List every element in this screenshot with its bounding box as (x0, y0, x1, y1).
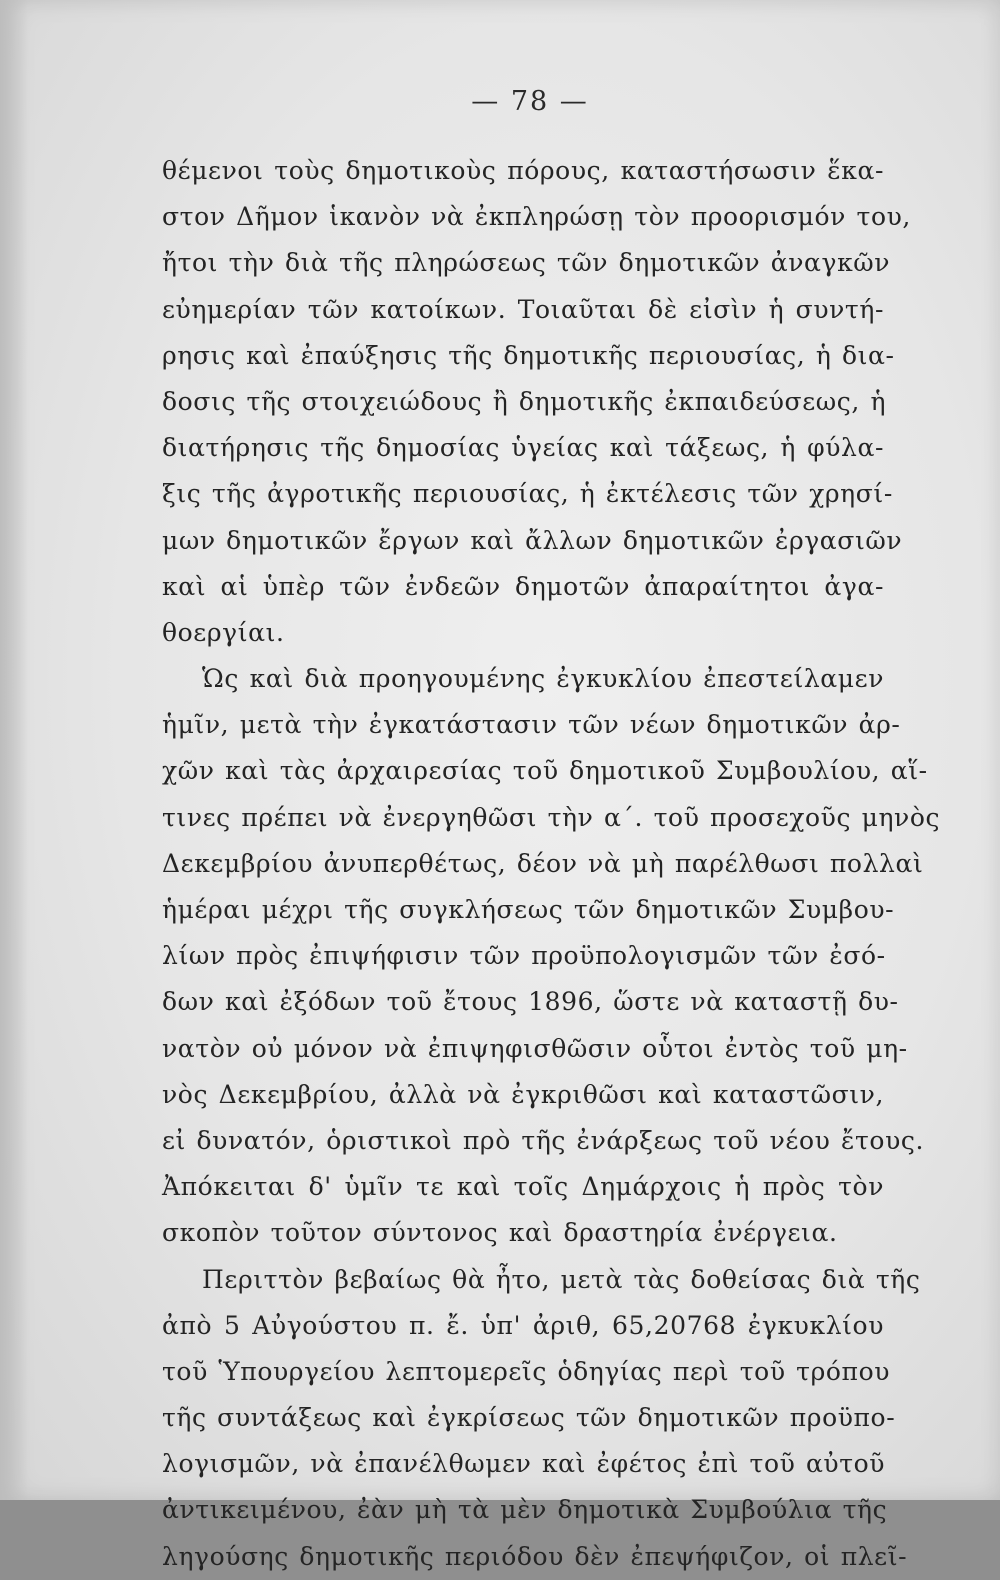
text-line: μων δημοτικῶν ἔργων καὶ ἄλλων δημοτικῶν ἐργασιῶν (162, 525, 903, 555)
text-line: τῆς συντάξεως καὶ ἐγκρίσεως τῶν δημοτικῶν προϋπο- (162, 1403, 896, 1433)
text-line: λογισμῶν, νὰ ἐπανέλθωμεν καὶ ἐφέτος ἐπὶ τοῦ αὐτοῦ (162, 1449, 886, 1479)
text-line: λίων πρὸς ἐπιψήφισιν τῶν προϋπολογισμῶν τῶν ἐσό- (162, 941, 886, 971)
page-gutter-shadow (0, 0, 28, 1500)
text-line: εὐημερίαν τῶν κατοίκων. Τοιαῦται δὲ εἰσὶν ἡ συντή- (162, 294, 884, 324)
text-line: δοσις τῆς στοιχειώδους ἢ δημοτικῆς ἐκπαιδεύσεως, ἡ (162, 386, 887, 416)
text-line: ἡμῖν, μετὰ τὴν ἐγκατάστασιν τῶν νέων δημοτικῶν ἀρ- (162, 710, 901, 740)
text-line: διατήρησις τῆς δημοσίας ὑγείας καὶ τάξεως, ἡ φύλα- (162, 433, 884, 463)
text-line: τινες πρέπει νὰ ἐνεργηθῶσι τὴν α΄. τοῦ προσεχοῦς μηνὸς (162, 802, 941, 832)
text-line: ξις τῆς ἀγροτικῆς περιουσίας, ἡ ἐκτέλεσις τῶν χρησί- (162, 479, 893, 509)
text-line: θέμενοι τοὺς δημοτικοὺς πόρους, καταστήσωσιν ἕκα- (162, 156, 884, 185)
text-line: στον Δῆμον ἱκανὸν νὰ ἐκπληρώσῃ τὸν προορισμόν του, (162, 202, 911, 232)
text-line: χῶν καὶ τὰς ἀρχαιρεσίας τοῦ δημοτικοῦ Συμβουλίου, αἵ- (162, 756, 928, 786)
text-line: θοεργίαι. (162, 617, 285, 647)
body-text (162, 148, 941, 1580)
text-line: ἀντικειμένου, ἐὰν μὴ τὰ μὲν δημοτικὰ Συμβούλια τῆς (162, 1495, 888, 1525)
text-line: εἰ δυνατόν, ὁριστικοὶ πρὸ τῆς ἐνάρξεως τοῦ νέου ἔτους. (162, 1125, 925, 1155)
text-line: νατὸν οὐ μόνον νὰ ἐπιψηφισθῶσιν οὗτοι ἐντὸς τοῦ μη- (162, 1033, 908, 1063)
page-number: — 78 — (471, 86, 589, 117)
text-line: τοῦ Ὑπουργείου λεπτομερεῖς ὁδηγίας περὶ τοῦ τρόπου (162, 1356, 891, 1386)
text-line: Ἀπόκειται δ' ὑμῖν τε καὶ τοῖς Δημάρχοις ἡ πρὸς τὸν (162, 1172, 884, 1202)
text-line: Ὡς καὶ διὰ προηγουμένης ἐγκυκλίου ἐπεστείλαμεν (202, 664, 884, 694)
text-line: καὶ αἱ ὑπὲρ τῶν ἐνδεῶν δημοτῶν ἀπαραίτητοι ἀγα- (162, 571, 884, 601)
text-line: ρησις καὶ ἐπαύξησις τῆς δημοτικῆς περιουσίας, ἡ δια- (162, 340, 895, 370)
text-line: ἤτοι τὴν διὰ τῆς πληρώσεως τῶν δημοτικῶν ἀναγκῶν (162, 248, 891, 278)
text-line: Περιττὸν βεβαίως θὰ ἦτο, μετὰ τὰς δοθείσας διὰ τῆς (202, 1264, 921, 1294)
text-line: ἀπὸ 5 Αὐγούστου π. ἔ. ὑπ' ἀριθ, 65,20768 ἐγκυκλίου (162, 1310, 884, 1340)
text-line: νὸς Δεκεμβρίου, ἀλλὰ νὰ ἐγκριθῶσι καὶ καταστῶσιν, (162, 1079, 884, 1109)
text-line: Δεκεμβρίου ἀνυπερθέτως, δέον νὰ μὴ παρέλθωσι πολλαὶ (162, 848, 924, 878)
text-line: σκοπὸν τοῦτον σύντονος καὶ δραστηρία ἐνέργεια. (162, 1218, 838, 1248)
text-line: δων καὶ ἐξόδων τοῦ ἔτους 1896, ὥστε νὰ καταστῇ δυ- (162, 987, 899, 1017)
text-line: ληγούσης δημοτικῆς περιόδου δὲν ἐπεψήφιζον, οἱ πλεῖ- (162, 1541, 908, 1571)
text-line: ἡμέραι μέχρι τῆς συγκλήσεως τῶν δημοτικῶν Συμβου- (162, 895, 895, 924)
